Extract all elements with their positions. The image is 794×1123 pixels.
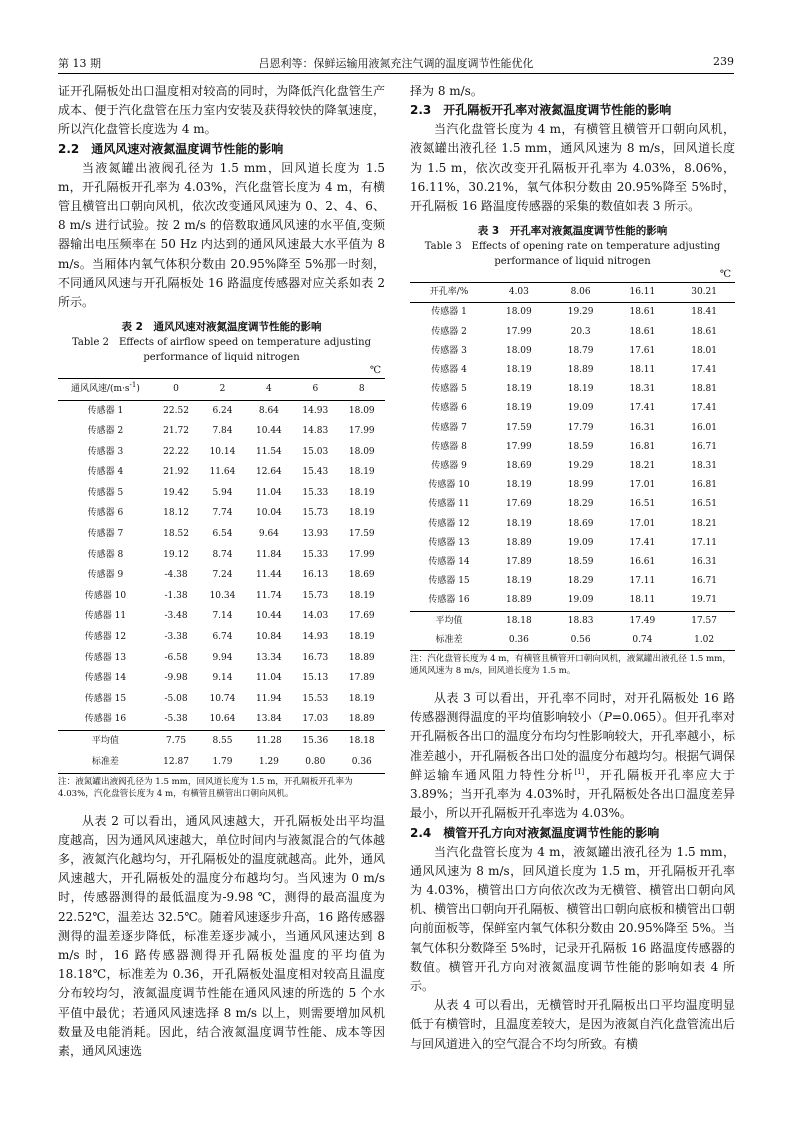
table-row xyxy=(58,669,385,690)
right-column xyxy=(410,82,735,1054)
paragraph: 证开孔隔板处出口温度相对较高的同时，为降低汽化盘管生产成本、便于汽化盘管在压力室内安装及获得较快的降氧速度，所以汽化盘管长度选为 4 m。 xyxy=(58,84,385,137)
paragraph: 当汽化盘管长度为 4 m，有横管且横管开口朝向风机，液氮罐出液孔径 1.5 mm，通风风速为 8 m/s，回风道长度为 1.5 m，依次改变开孔隔板开孔率为 4.03%，8.06%，16.11%，30.21%，氧气体积分数由 20.95%降至 5%时，开孔隔板 16 路温度传感器的采集的数值如表 3 所示。 xyxy=(410,122,735,214)
table-cell: 8.74 xyxy=(212,549,233,560)
table-row xyxy=(410,572,735,591)
table-cell: 17.41 xyxy=(691,403,717,414)
table2-caption-en: Table 2 Effects of airflow speed on temperature adjusting xyxy=(72,337,371,349)
table-row xyxy=(58,545,385,566)
row-label: 传感器 9 xyxy=(87,570,124,581)
table2-caption xyxy=(58,320,385,365)
table-cell: 17.41 xyxy=(691,365,717,376)
table3-note: 注：汽化盘管长度为 4 m，有横管且横管开口朝向风机，液氮罐出液孔径 1.5 mm，通风风速为 8 m/s，回风道长度为 1.5 m。 xyxy=(410,654,731,677)
row-label: 传感器 3 xyxy=(87,446,124,457)
section-heading-2-4: 2.4 横管开孔方向对液氮温度调节性能的影响 xyxy=(410,825,660,840)
table-cell: 18.61 xyxy=(691,326,717,337)
table-row xyxy=(410,342,735,361)
table-cell: 18.29 xyxy=(567,499,594,510)
table-row xyxy=(58,627,385,648)
row-label: 传感器 11 xyxy=(84,611,127,622)
table-cell: 17.59 xyxy=(505,422,532,433)
table2-footer xyxy=(58,731,385,773)
table-cell: 18.19 xyxy=(505,403,532,414)
table-cell: 18.31 xyxy=(691,461,717,472)
table-cell: 18.61 xyxy=(629,307,656,318)
table2-col-header: 4 xyxy=(266,383,272,394)
table-cell: 18.59 xyxy=(567,441,594,452)
row-label: 传感器 11 xyxy=(428,499,470,510)
table3-footer xyxy=(410,611,735,650)
table-cell: -5.38 xyxy=(164,714,188,725)
table-row xyxy=(58,400,385,421)
table-cell: 18.19 xyxy=(505,480,532,491)
table-cell: 17.11 xyxy=(691,537,717,548)
table-cell: 0.80 xyxy=(305,756,326,767)
table-cell: 15.33 xyxy=(302,549,329,560)
table-cell: 13.34 xyxy=(256,652,282,663)
table-cell: 18.81 xyxy=(691,384,717,395)
table-cell: 17.57 xyxy=(691,615,717,626)
row-label: 传感器 13 xyxy=(84,652,127,663)
paragraph: 从表 3 可以看出，开孔率不同时，对开孔隔板处 16 路传感器测得温度的平均值影响较小（P=0.065）。但开孔率对开孔隔板各出口的温度分布均匀性影响较大，开孔率越小，标准差越小，开孔隔板各出口处的温度分布越均匀。根据气调保鲜运输车通风阻力特性分析[1]，开孔隔板开孔率应大于 3.89%；当开孔率为 4.03%时，开孔隔板处各出口温度差异最小，所以开孔隔板开孔率选为 4.03%。 xyxy=(410,691,735,821)
table-cell: 21.72 xyxy=(163,426,189,437)
table-cell: 19.09 xyxy=(567,537,594,548)
table-cell: 18.11 xyxy=(629,595,656,606)
row-label: 传感器 16 xyxy=(428,595,470,606)
table-cell: -4.38 xyxy=(164,570,188,581)
table-cell: 14.93 xyxy=(302,632,329,643)
table-row xyxy=(58,463,385,484)
table3-row-header: 开孔率/% xyxy=(429,287,469,298)
table-row xyxy=(58,442,385,463)
table-cell: 19.12 xyxy=(163,549,189,560)
row-label: 传感器 12 xyxy=(84,632,127,643)
table-cell: 18.83 xyxy=(567,615,594,626)
table-cell: 19.71 xyxy=(691,595,717,606)
table-cell: 18.19 xyxy=(505,576,532,587)
table-summary-row xyxy=(58,752,385,773)
table-cell: 18.01 xyxy=(691,345,717,356)
table-cell: 12.87 xyxy=(163,756,189,767)
table3-col-header: 30.21 xyxy=(691,287,717,298)
table2-header-row xyxy=(58,379,385,401)
table-cell: 11.74 xyxy=(256,590,282,601)
table-row xyxy=(410,495,735,514)
table-cell: 19.09 xyxy=(567,403,594,414)
table-cell: 18.19 xyxy=(567,384,594,395)
row-label: 传感器 6 xyxy=(431,403,467,414)
table3-caption-en-2: performance of liquid nitrogen xyxy=(494,256,651,268)
row-label: 传感器 7 xyxy=(87,529,124,540)
row-label: 传感器 7 xyxy=(431,422,467,433)
table-cell: 16.13 xyxy=(302,570,329,581)
left-column xyxy=(58,82,385,1061)
table-cell: 11.04 xyxy=(256,487,282,498)
table-cell: 18.19 xyxy=(348,467,375,478)
table2-note: 注：液氮罐出液阀孔径为 1.5 mm，回风道长度为 1.5 m，开孔隔板开孔率为 4.03%，汽化盘管长度为 4 m，有横管且横管出口朝向风机。 xyxy=(58,776,353,799)
table-cell: 1.29 xyxy=(258,756,279,767)
table2-unit: ℃ xyxy=(369,365,381,377)
table3-caption xyxy=(410,224,735,269)
table-cell: 11.28 xyxy=(256,736,282,747)
table-cell: 16.61 xyxy=(629,557,656,568)
table-row xyxy=(58,483,385,504)
table3-unit: ℃ xyxy=(719,269,731,281)
table-cell: 17.99 xyxy=(505,441,532,452)
table-row xyxy=(410,399,735,418)
running-title: 吕恩利等：保鲜运输用液氮充注气调的温度调节性能优化 xyxy=(258,57,534,70)
table-cell: 14.83 xyxy=(302,426,329,437)
table-cell: 18.52 xyxy=(163,529,189,540)
table-cell: 22.52 xyxy=(163,405,189,416)
table-cell: 18.31 xyxy=(629,384,656,395)
table-cell: 17.01 xyxy=(629,480,656,491)
table-cell: 18.19 xyxy=(505,518,532,529)
table-cell: 18.19 xyxy=(348,590,375,601)
table-cell: -1.38 xyxy=(164,590,188,601)
table-row xyxy=(58,710,385,731)
row-label: 传感器 16 xyxy=(84,714,127,725)
table-cell: 18.89 xyxy=(505,537,532,548)
table-cell: 6.54 xyxy=(212,529,233,540)
table-cell: 13.84 xyxy=(256,714,282,725)
row-label: 传感器 4 xyxy=(431,365,467,376)
table-row xyxy=(410,553,735,572)
table-cell: 18.19 xyxy=(348,487,375,498)
table-cell: 9.94 xyxy=(212,652,233,663)
table-row xyxy=(410,457,735,476)
row-label: 传感器 4 xyxy=(87,467,124,478)
table-cell: 10.04 xyxy=(256,508,282,519)
table2-caption-cn: 表 2 通风风速对液氮温度调节性能的影响 xyxy=(121,321,322,334)
row-label: 传感器 14 xyxy=(428,557,470,568)
table-cell: 10.44 xyxy=(256,611,282,622)
table-cell: 0.74 xyxy=(632,634,653,645)
table-cell: 0.56 xyxy=(570,634,591,645)
table-cell: 18.19 xyxy=(505,384,532,395)
table-row xyxy=(58,586,385,607)
table3-col-header: 4.03 xyxy=(508,287,529,298)
table-row xyxy=(410,515,735,534)
table-cell: 16.81 xyxy=(691,480,717,491)
table-cell: 17.03 xyxy=(302,714,329,725)
table-row xyxy=(410,323,735,342)
table-cell: -5.08 xyxy=(164,693,188,704)
table-cell: 16.51 xyxy=(691,499,717,510)
table-cell: 7.74 xyxy=(212,508,233,519)
table3-caption-en: Table 3 Effects of opening rate on temperature adjusting xyxy=(424,241,721,253)
table-cell: 18.89 xyxy=(348,714,375,725)
row-label: 标准差 xyxy=(91,756,119,767)
row-label: 平均值 xyxy=(435,615,463,626)
table-cell: 15.36 xyxy=(302,736,329,747)
table-row xyxy=(58,524,385,545)
row-label: 传感器 13 xyxy=(428,537,470,548)
table-cell: 6.24 xyxy=(212,405,233,416)
row-label: 传感器 5 xyxy=(87,487,124,498)
table-cell: 17.69 xyxy=(505,499,532,510)
table-cell: 17.11 xyxy=(629,576,656,587)
table-summary-row xyxy=(410,611,735,631)
table-cell: 0.36 xyxy=(351,756,372,767)
table-cell: 15.53 xyxy=(302,693,329,704)
table-cell: 15.03 xyxy=(302,446,329,457)
table-cell: 16.71 xyxy=(691,576,717,587)
table-cell: 5.94 xyxy=(212,487,233,498)
table-cell: 18.09 xyxy=(348,405,375,416)
row-label: 标准差 xyxy=(435,634,463,645)
table-cell: 18.11 xyxy=(629,365,656,376)
table-cell: 11.04 xyxy=(256,673,282,684)
table-cell: 12.64 xyxy=(256,467,282,478)
table-row xyxy=(58,421,385,442)
table-row xyxy=(410,380,735,399)
table-cell: 7.84 xyxy=(212,426,233,437)
table-cell: 18.89 xyxy=(348,652,375,663)
table-cell: 16.71 xyxy=(691,441,717,452)
table-cell: 18.41 xyxy=(691,307,717,318)
row-label: 传感器 6 xyxy=(87,508,124,519)
row-label: 传感器 10 xyxy=(84,590,127,601)
table-cell: 18.99 xyxy=(567,480,594,491)
table-cell: 11.84 xyxy=(256,549,282,560)
table-cell: 9.64 xyxy=(258,529,279,540)
table-cell: 18.21 xyxy=(691,518,717,529)
table-cell: 17.41 xyxy=(629,537,656,548)
row-label: 传感器 2 xyxy=(87,426,124,437)
table-cell: 18.19 xyxy=(505,365,532,376)
row-label: 传感器 5 xyxy=(431,384,467,395)
table2-body xyxy=(58,400,385,731)
table-cell: 18.89 xyxy=(505,595,532,606)
row-label: 传感器 1 xyxy=(87,405,124,416)
table2-col-header: 2 xyxy=(219,383,226,394)
table-cell: 17.41 xyxy=(629,403,656,414)
row-label: 传感器 14 xyxy=(84,673,127,684)
table-cell: 6.74 xyxy=(212,632,233,643)
table-cell: 16.51 xyxy=(629,499,656,510)
table-cell: 8.64 xyxy=(258,405,279,416)
table-cell: 11.44 xyxy=(256,570,282,581)
section-heading-2-3: 2.3 开孔隔板开孔率对液氮温度调节性能的影响 xyxy=(410,103,672,118)
table-cell: -9.98 xyxy=(164,673,188,684)
table3-col-header: 16.11 xyxy=(629,287,656,298)
row-label: 传感器 2 xyxy=(431,326,467,337)
table-cell: 18.09 xyxy=(348,446,375,457)
table2-caption-en-2: performance of liquid nitrogen xyxy=(143,352,300,364)
table-cell: 10.34 xyxy=(209,590,236,601)
table-cell: 10.84 xyxy=(256,632,282,643)
table-cell: 18.61 xyxy=(629,326,656,337)
table-cell: 17.01 xyxy=(629,518,656,529)
table-cell: 18.69 xyxy=(348,570,375,581)
table2-col-header: 0 xyxy=(173,383,179,394)
table-cell: 17.59 xyxy=(348,529,375,540)
table-cell: 18.89 xyxy=(567,365,594,376)
table-cell: 19.29 xyxy=(567,307,594,318)
paragraph: 当液氮罐出液阀孔径为 1.5 mm，回风道长度为 1.5 m，开孔隔板开孔率为 4.03%，汽化盘管长度为 4 m，有横管且横管出口朝向风机，依次改变通风风速为 0、2、4、6、8 m/s 进行试验。按 2 m/s 的倍数取通风风速的水平值,变频器输出电压频率在 50 Hz 内达到的通风风速最大水平值为 8 m/s。当厢体内氧气体积分数由 20.95%降至 5%那一时刻，不同通风风速与开孔隔板处 16 路温度传感器对应关系如表 2 所示。 xyxy=(58,160,385,310)
table-cell: 16.01 xyxy=(691,422,717,433)
table-cell: 9.14 xyxy=(212,673,233,684)
paragraph: 择为 8 m/s。 xyxy=(410,84,483,98)
table-cell: 7.14 xyxy=(212,611,233,622)
row-label: 传感器 3 xyxy=(431,345,467,356)
table3-col-header: 8.06 xyxy=(570,287,591,298)
page-number: 239 xyxy=(713,55,734,68)
table-cell: 19.29 xyxy=(567,461,594,472)
table-cell: 11.94 xyxy=(256,693,282,704)
table-cell: 19.09 xyxy=(567,595,594,606)
table-cell: 11.54 xyxy=(256,446,282,457)
table-cell: 18.21 xyxy=(629,461,656,472)
table-cell: 18.59 xyxy=(567,557,594,568)
table-cell: 18.69 xyxy=(505,461,532,472)
table-cell: 15.73 xyxy=(302,590,329,601)
table-row xyxy=(410,438,735,457)
table-cell: 17.99 xyxy=(348,549,375,560)
table-cell: 17.89 xyxy=(348,673,375,684)
table-cell: 14.93 xyxy=(302,405,329,416)
table3 xyxy=(410,282,735,651)
table3-header-row xyxy=(410,283,735,303)
row-label: 平均值 xyxy=(91,736,119,747)
table-row xyxy=(410,534,735,553)
table-summary-row xyxy=(58,731,385,752)
table-cell: 17.99 xyxy=(348,426,375,437)
table3-body xyxy=(410,303,735,611)
table-cell: 17.89 xyxy=(505,557,532,568)
table-cell: 16.31 xyxy=(691,557,717,568)
table-cell: 21.92 xyxy=(163,467,189,478)
table-cell: 17.69 xyxy=(348,611,375,622)
table-cell: 17.49 xyxy=(629,615,656,626)
table-cell: 16.81 xyxy=(629,441,656,452)
table-cell: 22.22 xyxy=(163,446,189,457)
section-heading-2-2: 2.2 通风风速对液氮温度调节性能的影响 xyxy=(58,141,284,156)
issue-number: 第 13 期 xyxy=(58,57,101,70)
table-cell: 20.3 xyxy=(570,326,591,337)
table-cell: 18.09 xyxy=(505,307,532,318)
table-row xyxy=(58,689,385,710)
table-cell: 15.13 xyxy=(302,673,329,684)
table-row xyxy=(410,591,735,611)
table-cell: 15.33 xyxy=(302,487,329,498)
table-cell: 18.29 xyxy=(567,576,594,587)
row-label: 传感器 8 xyxy=(87,549,124,560)
row-label: 传感器 15 xyxy=(428,576,470,587)
table3-caption-cn: 表 3 开孔率对液氮温度调节性能的影响 xyxy=(477,225,668,238)
table2 xyxy=(58,378,385,773)
row-label: 传感器 8 xyxy=(431,441,467,452)
table-cell: 16.73 xyxy=(302,652,329,663)
running-header xyxy=(58,55,734,71)
table-cell: 1.02 xyxy=(694,634,715,645)
table-cell: -3.38 xyxy=(164,632,188,643)
table-cell: 18.69 xyxy=(567,518,594,529)
table2-row-header: 通风风速$/(m\cdot s^{-1})$ xyxy=(70,380,140,394)
table-cell: 7.75 xyxy=(166,736,187,747)
table-cell: 18.19 xyxy=(348,508,375,519)
row-label: 传感器 10 xyxy=(428,480,470,491)
table-cell: 14.03 xyxy=(302,611,329,622)
table2-col-header: 6 xyxy=(312,383,319,394)
table-cell: 11.64 xyxy=(209,467,236,478)
table-cell: 7.24 xyxy=(212,570,233,581)
table-cell: 1.79 xyxy=(212,756,233,767)
table-cell: 18.79 xyxy=(567,345,594,356)
row-label: 传感器 1 xyxy=(431,307,467,318)
table2-col-header: 8 xyxy=(358,383,365,394)
table-row xyxy=(410,303,735,323)
table-cell: 18.19 xyxy=(348,632,375,643)
table-row xyxy=(410,361,735,380)
table-cell: 18.12 xyxy=(163,508,189,519)
table-row xyxy=(58,566,385,587)
header-rule xyxy=(58,73,734,74)
row-label: 传感器 9 xyxy=(431,461,467,472)
table-cell: 0.36 xyxy=(508,634,529,645)
table-row xyxy=(58,607,385,628)
table-cell: 18.18 xyxy=(348,736,375,747)
row-label: 传感器 15 xyxy=(84,693,127,704)
table-cell: 17.61 xyxy=(629,345,656,356)
table-cell: 15.43 xyxy=(302,467,329,478)
table-cell: 16.31 xyxy=(629,422,656,433)
table-cell: 17.79 xyxy=(567,422,594,433)
table-row xyxy=(410,419,735,438)
table-cell: 13.93 xyxy=(302,529,329,540)
table-cell: 18.18 xyxy=(505,615,532,626)
table-cell: 10.14 xyxy=(209,446,236,457)
table-cell: 10.64 xyxy=(209,714,236,725)
table-cell: 15.73 xyxy=(302,508,329,519)
paragraph: 从表 4 可以看出，无横管时开孔隔板出口平均温度明显低于有横管时，且温度差较大，是因为液氮自汽化盘管流出后与回风道进入的空气混合不均匀所致。有横 xyxy=(410,998,735,1051)
table-row xyxy=(58,504,385,525)
table-cell: 8.55 xyxy=(212,736,233,747)
table-row xyxy=(58,648,385,669)
table-cell: 17.99 xyxy=(505,326,532,337)
table-cell: -3.48 xyxy=(164,611,188,622)
table-cell: 18.09 xyxy=(505,345,532,356)
row-label: 传感器 12 xyxy=(428,518,470,529)
table-cell: 10.74 xyxy=(209,693,236,704)
table-summary-row xyxy=(410,631,735,651)
table-cell: 18.19 xyxy=(348,693,375,704)
paragraph: 从表 2 可以看出，通风风速越大，开孔隔板处出平均温度越高，因为通风风速越大，单位时间内与液氮混合的气体越多，液氮汽化越均匀，开孔隔板处的温度就越高。此外，通风风速越大，开孔隔板处的温度分布越均匀。当风速为 0 m/s 时，传感器测得的最低温度为-9.98 ℃，测得的最高温度为 22.52℃，温差达 32.5℃。随着风速逐步升高，16 路传感器测得的温差逐步降低，标准差逐步减小，当通风风速达到 8 m/s 时，16 路传感器测得开孔隔板处温度的平均值为 18.18℃，标准差为 0.36，开孔隔板处温度相对较高且温度分布较均匀，液氮温度调节性能在通风风速的所选的 5 个水平值中最优；若通风风速选择 8 m/s 以上，则需要增加风机数量及电能消耗。因此，结合液氮温度调节性能、成本等因素，通风风速选 xyxy=(58,813,385,1058)
paragraph: 当汽化盘管长度为 4 m，液氮罐出液孔径为 1.5 mm，通风风速为 8 m/s，回风道长度为 1.5 m，开孔隔板开孔率为 4.03%，横管出口方向依次改为无横管、横管出口朝向风机、横管出口朝向开孔隔板、横管出口朝向底板和横管出口朝向前面板等，保鲜室内氧气体积分数由 20.95%降至 5%。当氧气体积分数降至 5%时，记录开孔隔板 16 路温度传感器的数值。横管开孔方向对液氮温度调节性能的影响如表 4 所示。 xyxy=(410,844,735,993)
table-cell: 19.42 xyxy=(163,487,189,498)
table-cell: 10.44 xyxy=(256,426,282,437)
table-cell: -6.58 xyxy=(164,652,188,663)
table-row xyxy=(410,476,735,495)
